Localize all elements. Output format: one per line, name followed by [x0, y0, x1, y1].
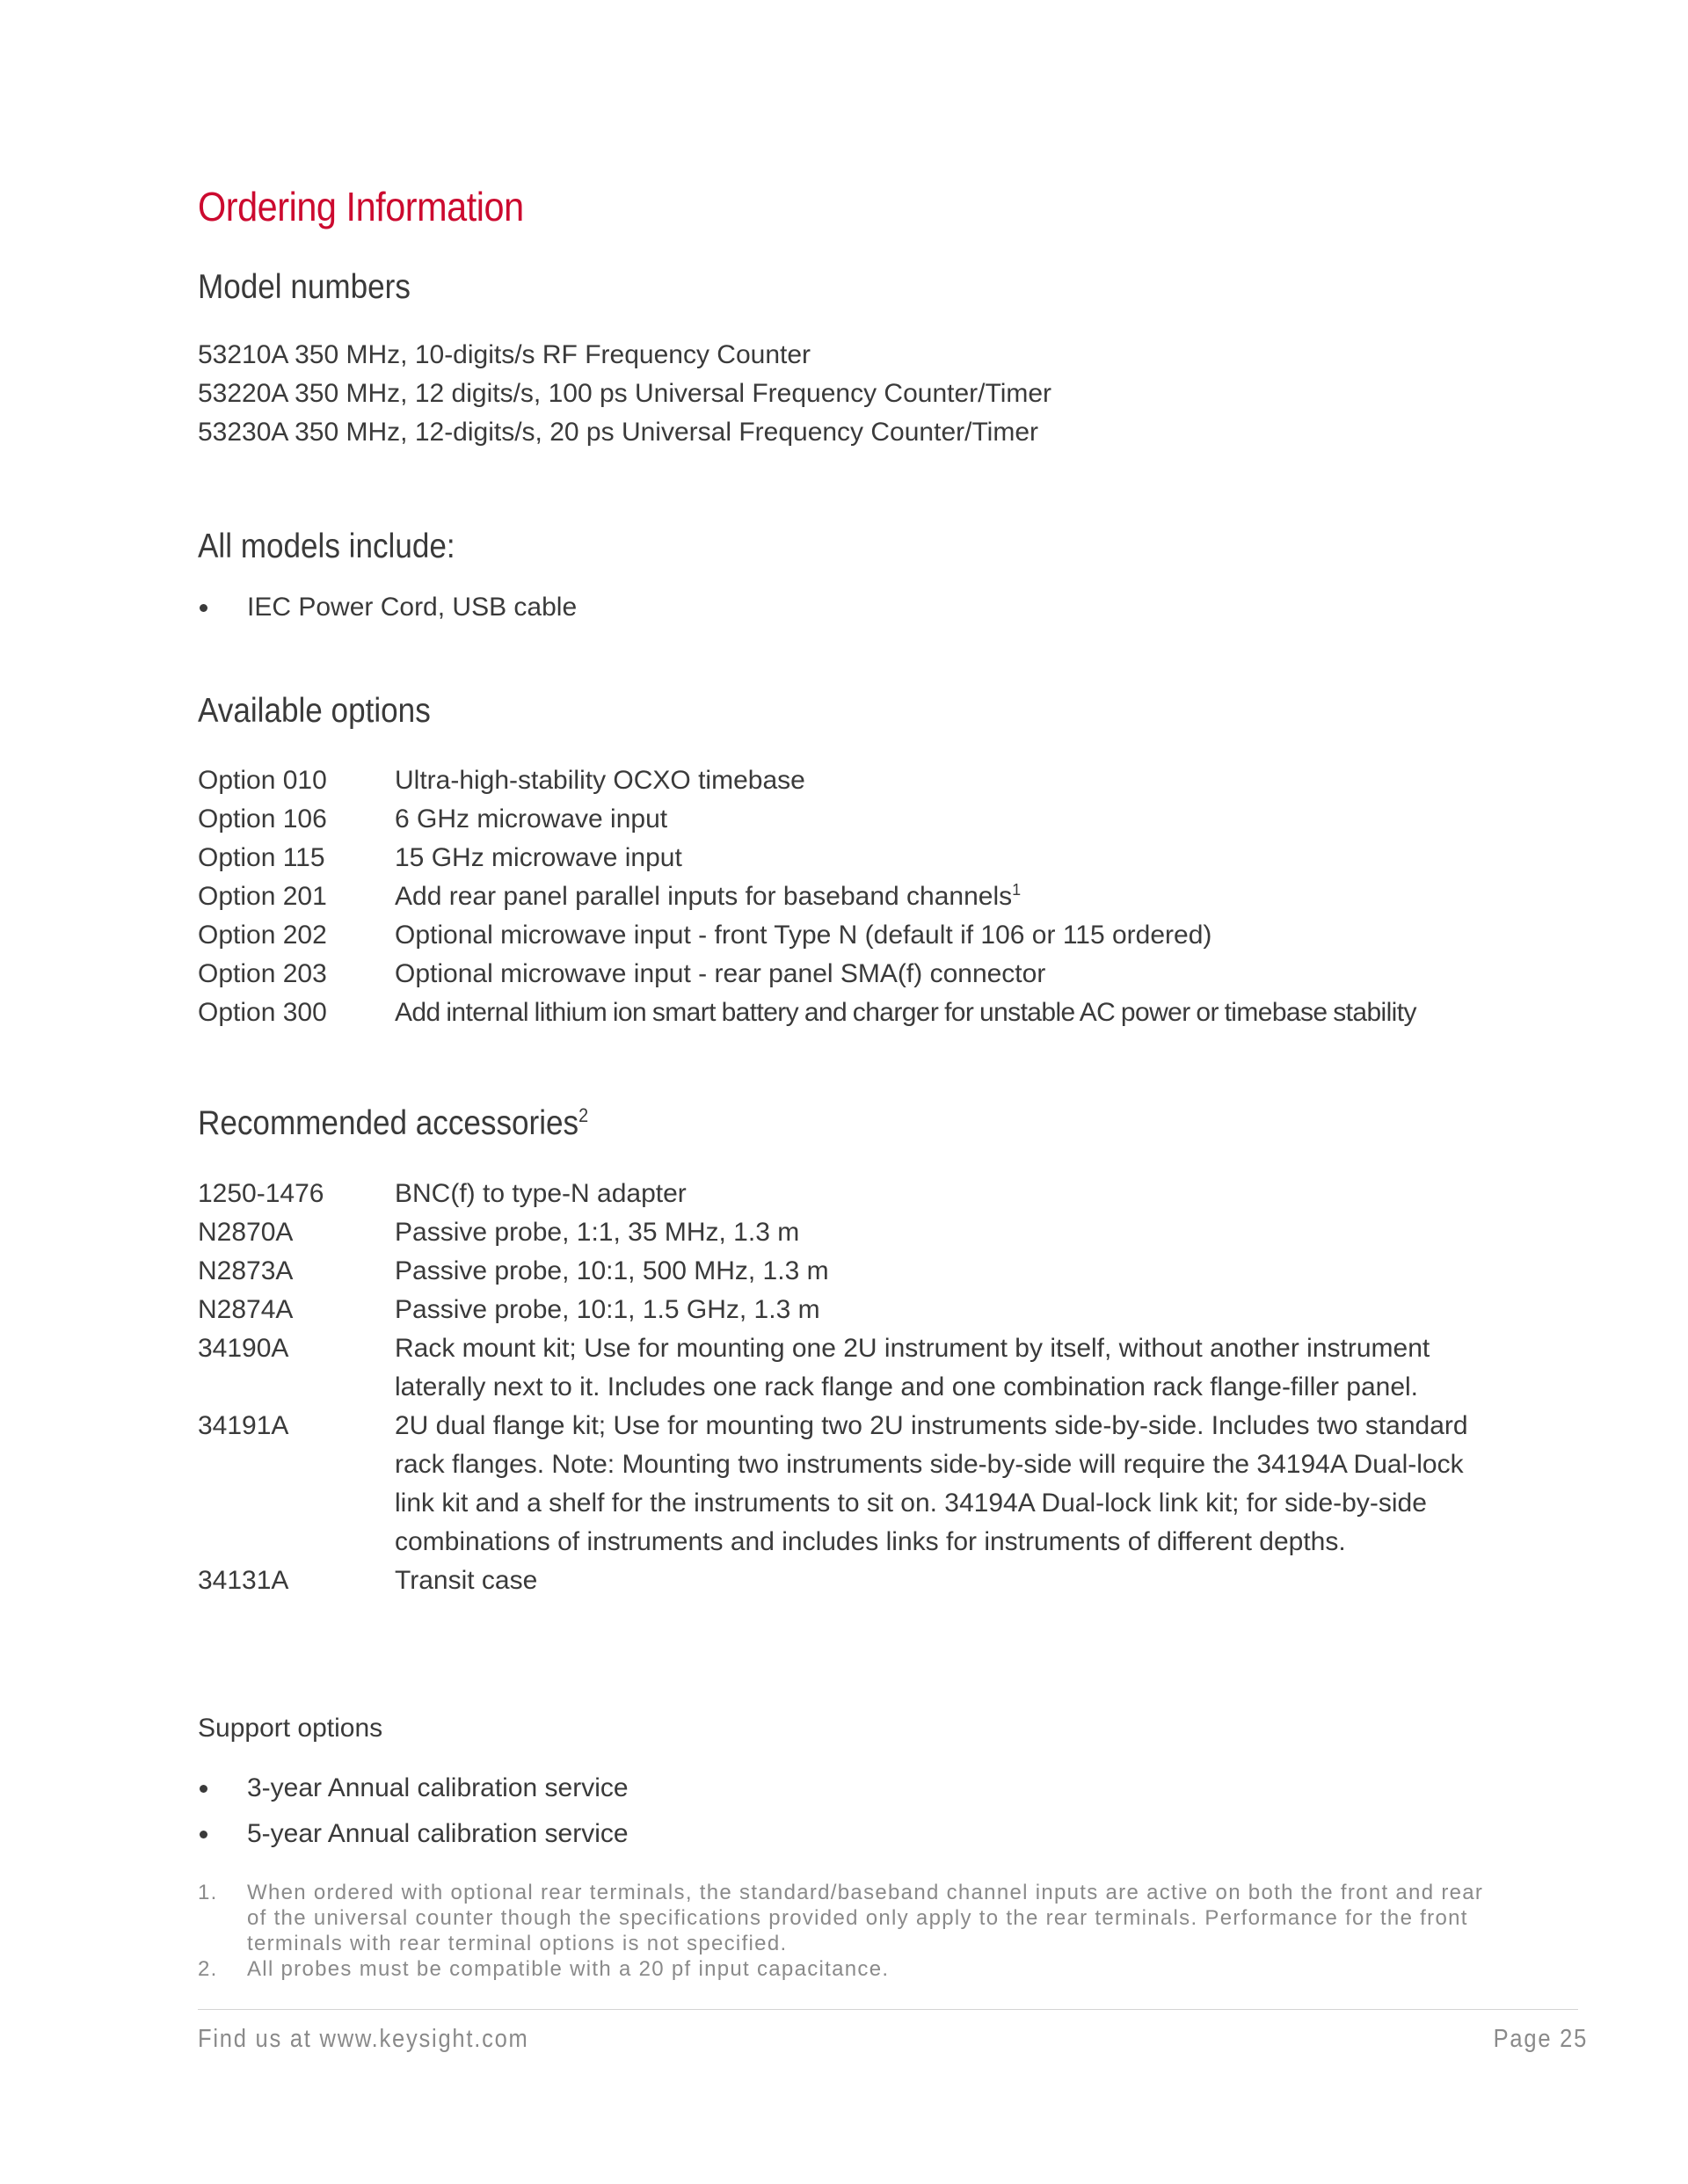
model-number-item: 53210A 350 MHz, 10-digits/s RF Frequency Counter: [198, 340, 811, 369]
table-row: [198, 1213, 1517, 1252]
footnote-marker: 1: [1012, 881, 1022, 899]
all-models-heading: All models include:: [198, 528, 455, 565]
table-row: [198, 800, 1517, 839]
accessory-description: Passive probe, 1:1, 35 MHz, 1.3 m: [395, 1218, 800, 1247]
option-description-text: Add rear panel parallel inputs for baseband channels: [395, 882, 1013, 911]
option-code: Option 106: [198, 804, 327, 834]
option-description: Optional microwave input - front Type N (default if 106 or 115 ordered): [395, 921, 1212, 950]
accessory-code: 34131A: [198, 1566, 289, 1595]
footnotes: [198, 1880, 1499, 1982]
all-models-list: [198, 593, 577, 622]
model-numbers-list: [198, 336, 1051, 452]
footnote-marker: 2: [578, 1104, 589, 1126]
list-item-text: 3-year Annual calibration service: [247, 1773, 629, 1802]
option-description: Add internal lithium ion smart battery and charger for unstable AC power or timebase stability: [395, 998, 1416, 1027]
table-row: [198, 877, 1517, 916]
accessory-description: Rack mount kit; Use for mounting one 2U instrument by itself, without another instrument laterally next to it. Includes one rack flange and one combination rack flange-filler panel.: [395, 1334, 1430, 1401]
footnote: [198, 1880, 1499, 1956]
option-code: Option 300: [198, 998, 327, 1027]
list-item-text: IEC Power Cord, USB cable: [247, 593, 578, 622]
accessory-code: 34191A: [198, 1411, 289, 1440]
bullet-icon: [200, 604, 207, 612]
footnote-text: All probes must be compatible with a 20 pf input capacitance.: [247, 1957, 890, 1981]
bullet-icon: [200, 1831, 207, 1838]
list-item: [198, 1811, 629, 1857]
table-row: [198, 1562, 1517, 1600]
accessories-table: [198, 1175, 1517, 1600]
table-row: [198, 839, 1517, 877]
page-title: Ordering Information: [198, 184, 524, 229]
option-code: Option 115: [198, 843, 325, 872]
footnote-number: 2.: [198, 1957, 218, 1981]
accessory-description: Passive probe, 10:1, 1.5 GHz, 1.3 m: [395, 1295, 820, 1324]
table-row: [198, 1329, 1517, 1407]
option-description: Optional microwave input - rear panel SMA(f) connector: [395, 959, 1046, 988]
footer-divider: [198, 2009, 1578, 2010]
table-row: [198, 1407, 1517, 1562]
option-code: Option 202: [198, 921, 327, 950]
model-numbers-heading: Model numbers: [198, 268, 411, 306]
option-description: 6 GHz microwave input: [395, 804, 668, 834]
option-description: Ultra-high-stability OCXO timebase: [395, 766, 805, 795]
list-item: [198, 593, 577, 622]
footnote-number: 1.: [198, 1881, 218, 1904]
page-number: Page 25: [1493, 2025, 1588, 2053]
accessory-code: 1250-1476: [198, 1179, 324, 1208]
option-code: Option 010: [198, 766, 327, 795]
table-row: [198, 761, 1517, 800]
model-number-item: 53220A 350 MHz, 12 digits/s, 100 ps Universal Frequency Counter/Timer: [198, 379, 1052, 408]
footnote-text: When ordered with optional rear terminals, the standard/baseband channel inputs are active on both the front and rear of the universal counter though the specifications provided only apply to the rear terminals. Performance for the front terminals with rear terminal options is not specified.: [247, 1881, 1484, 1955]
support-options-list: [198, 1765, 629, 1857]
available-options-heading: Available options: [198, 692, 431, 730]
options-table: [198, 761, 1517, 1032]
table-row: [198, 955, 1517, 994]
accessories-heading: [198, 1104, 588, 1143]
accessory-description: 2U dual flange kit; Use for mounting two 2U instruments side-by-side. Includes two standard rack flanges. Note: Mounting two instruments side-by-side will require the 34194A Dual-lock link kit and a shelf for the instruments to sit on. 34194A Dual-lock link kit; for side-by-side combinations of instruments and includes links for instruments of different depths.: [395, 1411, 1468, 1556]
accessory-code: N2873A: [198, 1256, 294, 1285]
footer-website: Find us at www.keysight.com: [198, 2025, 529, 2053]
table-row: [198, 916, 1517, 955]
table-row: [198, 1252, 1517, 1291]
table-row: [198, 1175, 1517, 1213]
accessories-heading-text: Recommended accessories: [198, 1104, 579, 1142]
option-description: [395, 877, 1476, 916]
accessory-code: N2874A: [198, 1295, 294, 1324]
accessory-description: Transit case: [395, 1566, 538, 1595]
model-number-item: 53230A 350 MHz, 12-digits/s, 20 ps Universal Frequency Counter/Timer: [198, 418, 1039, 447]
footnote: [198, 1956, 1499, 1982]
support-options-heading: Support options: [198, 1714, 383, 1743]
option-description: 15 GHz microwave input: [395, 843, 682, 872]
option-code: Option 203: [198, 959, 327, 988]
accessory-code: 34190A: [198, 1334, 289, 1363]
accessory-code: N2870A: [198, 1218, 294, 1247]
accessory-description: BNC(f) to type-N adapter: [395, 1179, 687, 1208]
table-row: [198, 994, 1517, 1032]
bullet-icon: [200, 1785, 207, 1793]
option-code: Option 201: [198, 882, 327, 911]
table-row: [198, 1291, 1517, 1329]
list-item-text: 5-year Annual calibration service: [247, 1819, 629, 1848]
list-item: [198, 1765, 629, 1811]
accessory-description: Passive probe, 10:1, 500 MHz, 1.3 m: [395, 1256, 829, 1285]
